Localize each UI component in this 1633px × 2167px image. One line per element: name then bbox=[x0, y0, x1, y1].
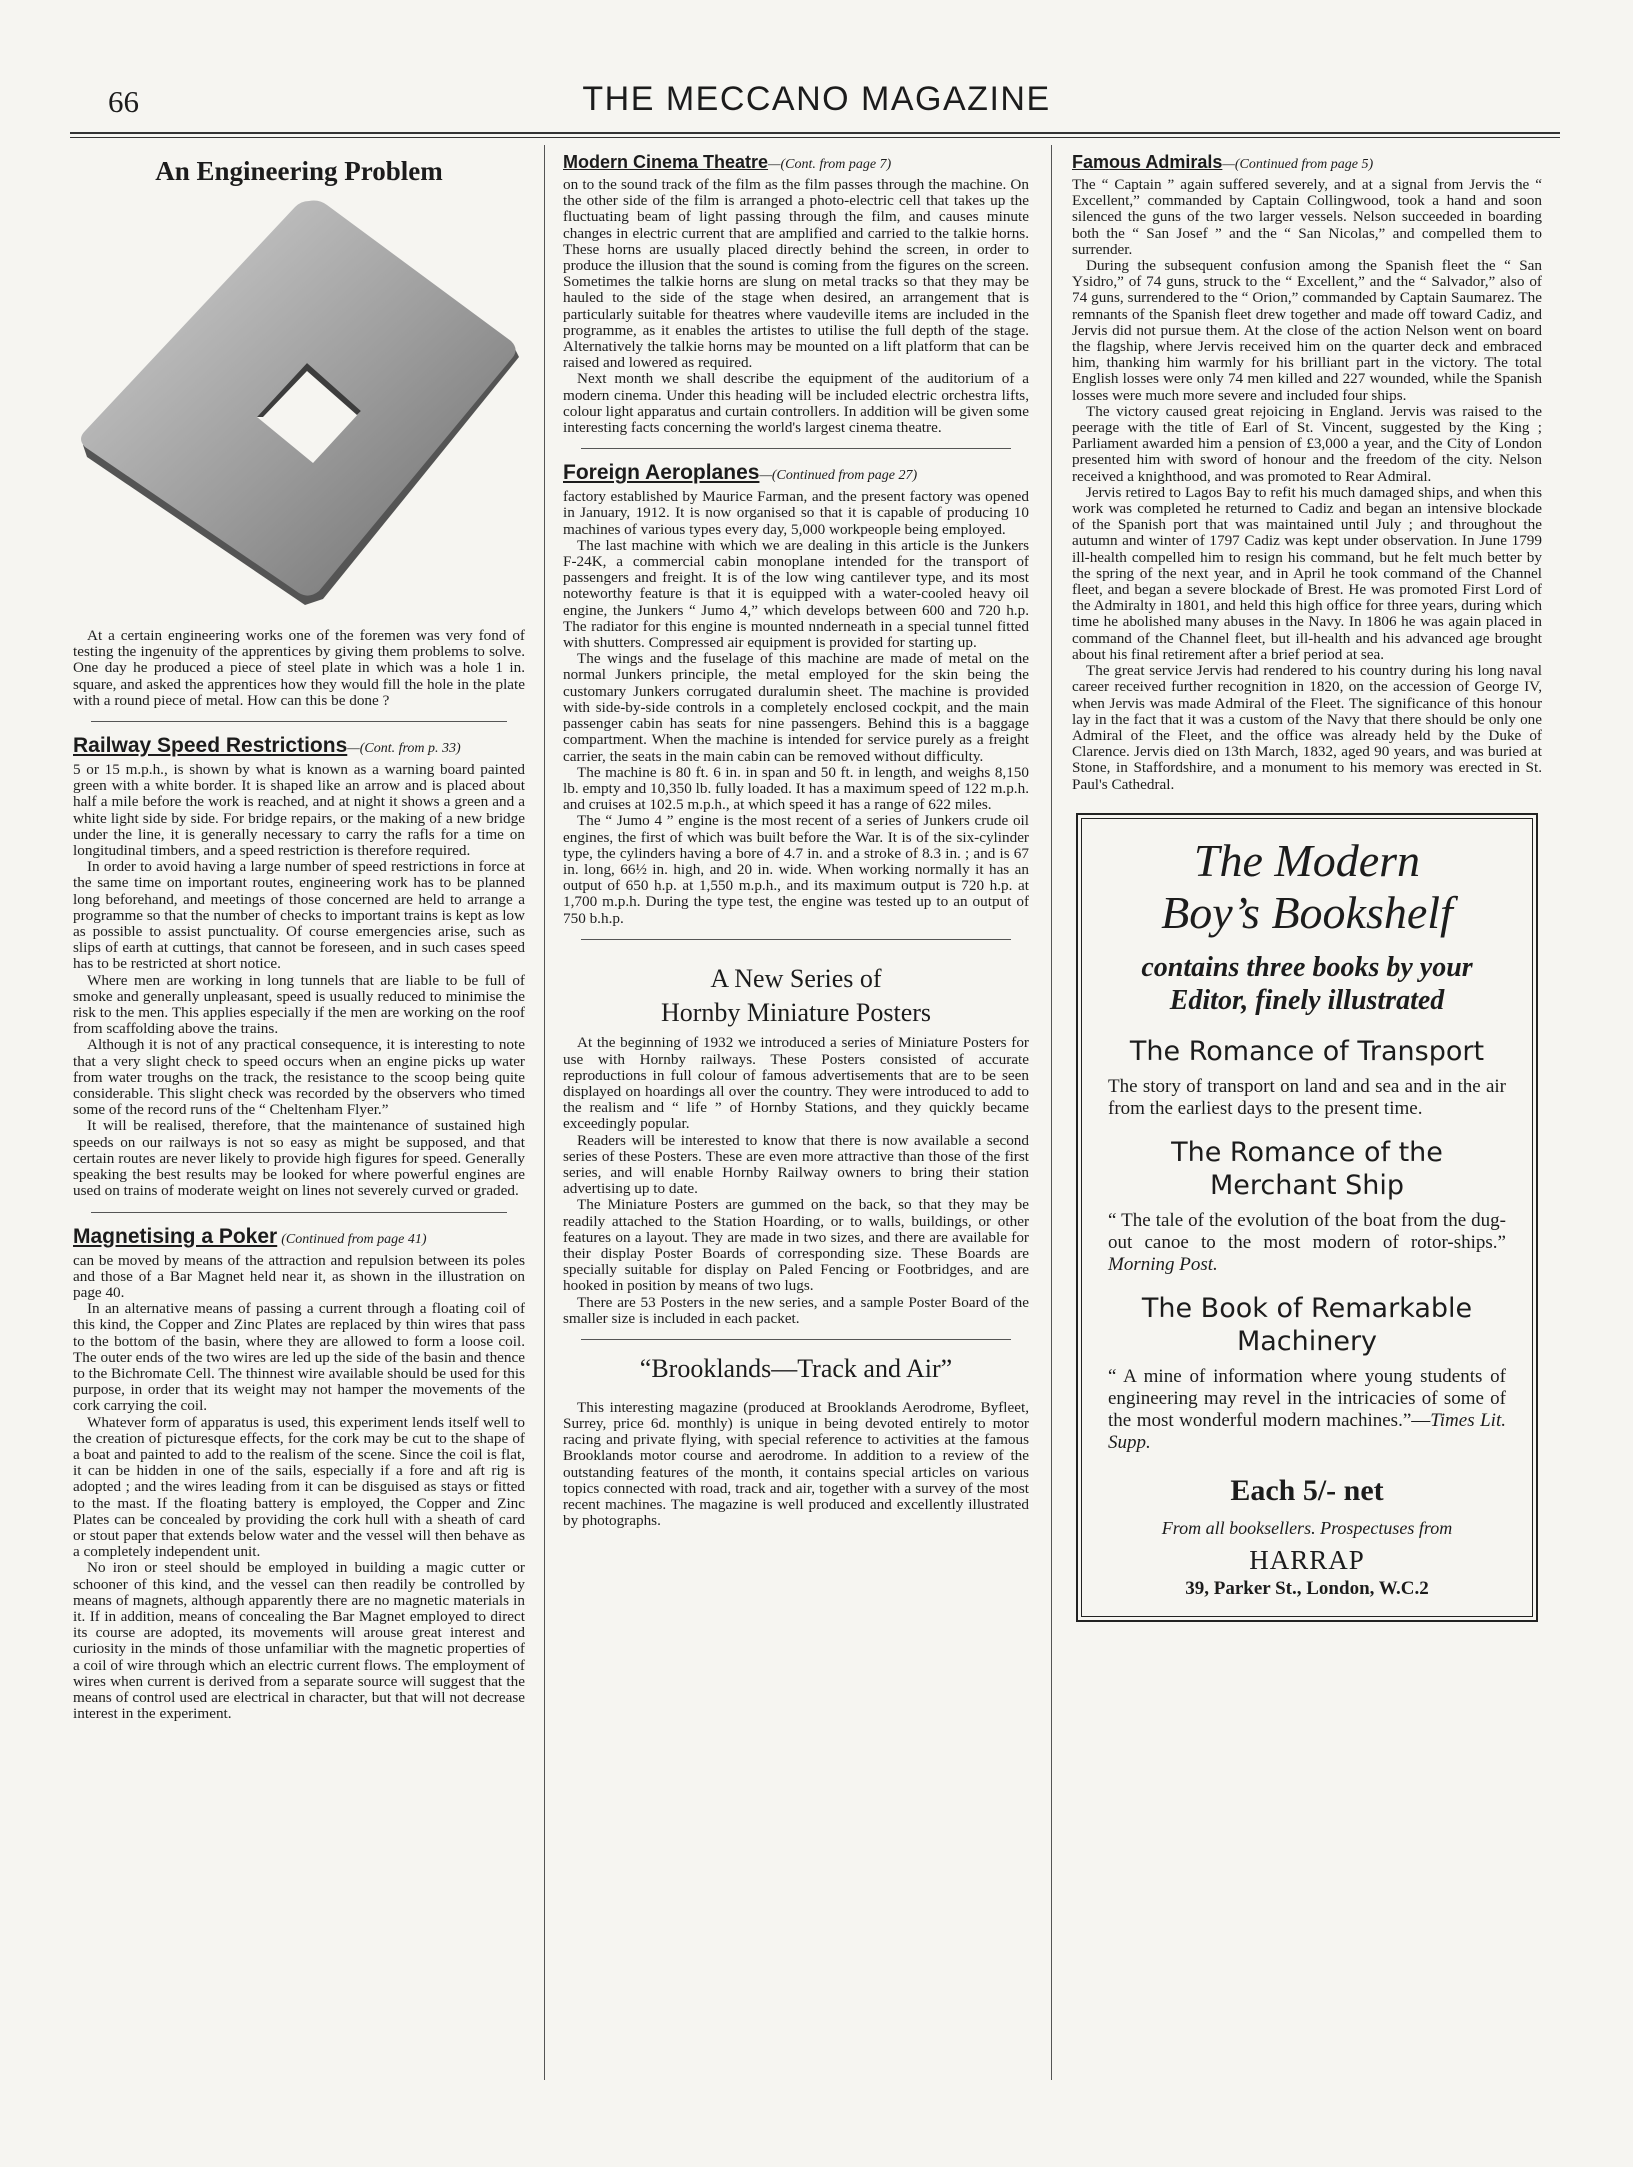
ad-availability: From all booksellers. Prospectuses from bbox=[1161, 1517, 1453, 1538]
bookshelf-advertisement bbox=[1076, 813, 1538, 1622]
article-famous-admirals bbox=[1072, 152, 1542, 793]
title-line: The Modern bbox=[1193, 834, 1421, 886]
article-brooklands bbox=[563, 1352, 1029, 1529]
article-title: Famous Admirals bbox=[1072, 152, 1223, 172]
article-paragraph: No iron or steel should be employed in building a magic cutter or schooner of this kind, and the vessel can then readily be controlled by means of magnets, although apparently there are no magnetic materials in it. If in addition, means of concealing the Bar Magnet employed to direct its course are adopted, its movements will arouse great interest and curiosity in the minds of those unfamiliar with the magnetic properties of a coil of wire through which an electric current flows. The employment of wires when current is derived from a separate source will suggest that the means of control used are electrical in character, but that will not decrease interest in the experiment. bbox=[73, 1559, 525, 1723]
article-paragraph: It will be realised, therefore, that the maintenance of sustained high speeds on our railways is not so easy as might be supposed, and that certain routes are never likely to provide high figures for speed. Generally speaking the best results may be looked for where powerful engines are used on trains of moderate weight on lines not severely curved or graded. bbox=[73, 1117, 525, 1200]
book-description bbox=[1108, 1210, 1506, 1276]
book-description: The story of transport on land and sea and in the air from the earliest days to the present time. bbox=[1108, 1075, 1506, 1119]
column-left bbox=[73, 150, 525, 2080]
article-paragraph: The “ Captain ” again suffered severely, and at a signal from Jervis the “ Excellent,” commanded by Captain Collingwood, took a hand and soon silenced the guns of the two larger vessels. Nelson succeeded in boarding both the “ San Josef ” and the “ San Nicolas,” and compelled them to surrender. bbox=[1072, 176, 1542, 258]
article-railway-speed bbox=[73, 734, 525, 1199]
article-paragraph: The “ Jumo 4 ” engine is the most recent of a series of Junkers crude oil engines, the first of which was built before the War. It is of the six-cylinder type, the cylinders having a bore of 4.7 in. and a stroke of 8.3 in. ; and is 67 in. long, 66½ in. high, and 20 in. wide. When working normally it has an output of 650 h.p. at 1,550 m.p.h., and its maximum output is 720 h.p. at 1,700 m.p.h. During the type test, the engine was tested up to an output of 750 b.h.p. bbox=[563, 812, 1029, 927]
article-paragraph: The victory caused great rejoicing in England. Jervis was raised to the peerage with the title of Earl of St. Vincent, suggested by the King ; Parliament awarded him a pension of £3,000 a year, and the City of London presented him with sword of honour and the freedom of the city. Nelson received a knighthood, and was promoted to Rear Admiral. bbox=[1072, 402, 1542, 485]
article-paragraph: In order to avoid having a large number of speed restrictions in force at the same time on important routes, engineering work has to be planned long beforehand, and meetings of those concerned are held to arrange a programme so that the number of checks to important trains is kept as low as possible to assist punctuality. Of course emergencies arise, such as slips of earth at cuttings, that cannot be foreseen, and in such cases speed has to be restricted at short notice. bbox=[73, 858, 525, 973]
article-paragraph: 5 or 15 m.p.h., is shown by what is known as a warning board painted green with a white border. It is shaped like an arrow and is placed about half a mile before the work is reached, and at night it shows a green and a white light side by side. For bridge repairs, or the making of a new bridge under the line, it is generally necessary to carry the rafls for a time on longitudinal timbers, and a speed restriction is therefore required. bbox=[73, 761, 525, 860]
article-paragraph: on to the sound track of the film as the film passes through the machine. On the other side of the film is arranged a photo-electric cell that takes up the fluctuating beam of light passing through the film, and causes minute changes in electric current that are amplified and carried to the talkie horns. These horns are usually placed directly behind the screen, in order to produce the illusion that the sound is coming from the figures on the screen. Sometimes the talkie horns are slung on metal tracks so that they may be hauled to the side of the stage when desired, an arrangement that is particularly suitable for theatres where vaudeville items are included in the programme, as it enables the artistes to utilise the full depth of the stage. Alternatively the talkie horns may be mounted on a lift platform that can be raised and lowered as required. bbox=[563, 176, 1029, 372]
ad-publisher: HARRAP bbox=[1249, 1544, 1365, 1575]
article-paragraph: This interesting magazine (produced at Brooklands Aerodrome, Byfleet, Surrey, price 6d. monthly) is unique in being devoted entirely to motor racing and private flying, with special reference to activities at the famous Brooklands motor course and aerodrome. In addition to a review of the outstanding features of the month, it contains special articles on various topics connected with road, track and air, together with a survey of the most recent machines. The magazine is well produced and excellently illustrated by photographs. bbox=[563, 1398, 1029, 1530]
section-divider bbox=[581, 448, 1011, 449]
article-paragraph: The machine is 80 ft. 6 in. in span and 50 ft. in length, and weighs 8,150 lb. empty and 10,350 lb. fully loaded. It has a maximum speed of 122 m.p.h. and cruises at 102.5 m.p.h., at which speed it has a range of 622 miles. bbox=[563, 763, 1029, 814]
article-paragraph: The great service Jervis had rendered to his country during his long naval career received further recognition in 1820, on the accession of George IV, when Jervis was made Admiral of the Fleet. The significance of this honour lay in the fact that it was a custom of the Navy that there should be only one Admiral of the Fleet, and the office was already held by the Duke of Clarence. Jervis died on 13th March, 1832, aged 90 years, and was buried at Stone, in Staffordshire, and a monument to his memory was erected in St. Paul's Cathedral. bbox=[1072, 662, 1542, 793]
article-heading bbox=[73, 1225, 525, 1249]
article-title: An Engineering Problem bbox=[155, 156, 443, 186]
quote-source: Morning Post. bbox=[1108, 1253, 1218, 1275]
article-heading bbox=[73, 734, 525, 758]
column-right bbox=[1072, 150, 1542, 2080]
article-paragraph: The wings and the fuselage of this machine are made of metal on the normal Junkers principle, the metal employed for the skin being the customary Junkers corrugated duralumin sheet. The machine is provided with side-by-side controls in a completely enclosed cockpit, and the main passenger cabin has seats for nine passengers. Behind this is a baggage compartment. When the machine is intended for service purely as a freight carrier, the seats in the main cabin can be removed without difficulty. bbox=[563, 650, 1029, 765]
article-magnetising-poker bbox=[73, 1225, 525, 1723]
continuation-note: —(Cont. from p. 33) bbox=[347, 741, 461, 757]
header-rule bbox=[70, 132, 1560, 134]
article-foreign-aeroplanes bbox=[563, 461, 1029, 926]
book-quote: “ The tale of the evolution of the boat from the dug-out canoe to the most modern of rotor-ships.” bbox=[1108, 1209, 1506, 1253]
article-paragraph: Where men are working in long tunnels that are liable to be full of smoke and generally unpleasant, speed is usually reduced to minimise the risk to the men. This applies especially if the men are working on the roof from scaffolding above the trains. bbox=[73, 971, 525, 1038]
title-line: Hornby Miniature Posters bbox=[660, 997, 932, 1027]
article-paragraph: At the beginning of 1932 we introduced a series of Miniature Posters for use with Hornby railways. These Posters consisted of accurate reproductions in full colour of famous advertisements that are to be seen displayed on hoardings all over the country. They were introduced to add to the realism and “ life ” of Hornby Stations, and they quickly became exceedingly popular. bbox=[563, 1034, 1029, 1133]
article-paragraph: factory established by Maurice Farman, and the present factory was opened in January, 1912. It is now organised so that it is capable of producing 10 machines of various types every day, 5,000 workpeople being employed. bbox=[563, 488, 1029, 538]
ad-subtitle: contains three books by your Editor, finely illustrated bbox=[1141, 951, 1473, 1016]
article-paragraph: Readers will be interested to know that there is now available a second series of these Posters. These are even more attractive than those of the first series, and will enable Hornby Railway owners to bring their station advertising up to date. bbox=[563, 1131, 1029, 1198]
column-divider bbox=[1051, 145, 1052, 2080]
continuation-note: —(Cont. from page 7) bbox=[768, 157, 892, 172]
article-modern-cinema bbox=[563, 152, 1029, 436]
article-hornby-posters bbox=[563, 962, 1029, 1327]
title-line: A New Series of bbox=[710, 963, 882, 993]
book-quote: “ A mine of information where young students of engineering may revel in the intricacies of some of the most wonderful modern machines.”— bbox=[1108, 1365, 1506, 1431]
article-paragraph: can be moved by means of the attraction and repulsion between its poles and those of a Bar Magnet held near it, as shown in the illustration on page 40. bbox=[73, 1251, 525, 1301]
section-divider bbox=[581, 939, 1011, 940]
steel-plate-illustration bbox=[73, 195, 525, 615]
article-title: Railway Speed Restrictions bbox=[73, 734, 348, 758]
title-line: Boy’s Bookshelf bbox=[1161, 886, 1453, 938]
article-paragraph: In an alternative means of passing a current through a floating coil of this kind, the Copper and Zinc Plates are replaced by thin wires that pass to the bottom of the basin, where they are allowed to form a loose coil. The outer ends of the two wires are led up the side of the basin and thence to the Bichromate Cell. The thinnest wire available should be used for this purpose, in order that its weight may not hamper the movements of the cork carrying the coil. bbox=[73, 1300, 525, 1415]
article-title: “Brooklands—Track and Air” bbox=[639, 1353, 953, 1383]
article-title: Modern Cinema Theatre bbox=[563, 152, 769, 172]
ad-address: 39, Parker St., London, W.C.2 bbox=[1185, 1577, 1429, 1599]
article-paragraph: The last machine with which we are dealing in this article is the Junkers F-24K, a commercial cabin monoplane intended for the transport of passengers and freight. It is of the low wing cantilever type, and its most noteworthy feature is that it is equipped with a water-cooled heavy oil engine, the Junkers “ Jumo 4,” which develops between 600 and 720 h.p. The radiator for this engine is mounted nnderneath in a special tunnel fitted with shutters. Compressed air equipment is provided for starting up. bbox=[563, 536, 1029, 652]
article-title: Magnetising a Poker bbox=[73, 1224, 278, 1248]
continuation-note: —(Continued from page 5) bbox=[1222, 157, 1374, 172]
article-heading bbox=[563, 461, 1029, 485]
article-title: Foreign Aeroplanes bbox=[563, 461, 760, 485]
article-paragraph: Next month we shall describe the equipment of the auditorium of a modern cinema. Under this heading will be included electric orchestra lifts, colour light apparatus and curtain controllers. In addition will be given some interesting facts concerning the world's largest cinema theatre. bbox=[563, 370, 1029, 437]
article-paragraph: The Miniature Posters are gummed on the back, so that they may be readily attached to the Station Hoarding, or to walls, buildings, or other features on a layout. They are made in two sizes, and there are available for their display Poster Boards of corresponding size. These Boards are specially suitable for display on Paled Fencing or Footbridges, and are hooked in position by means of two lugs. bbox=[563, 1196, 1029, 1295]
section-divider bbox=[581, 1339, 1011, 1340]
book-title: The Romance of Transport bbox=[1129, 1035, 1485, 1067]
column-middle bbox=[563, 150, 1029, 2080]
article-title bbox=[563, 962, 1029, 1030]
magazine-title: THE MECCANO MAGAZINE bbox=[582, 80, 1051, 118]
section-divider bbox=[91, 721, 507, 722]
continuation-note: (Continued from page 41) bbox=[281, 1231, 427, 1247]
continuation-note: —(Continued from page 27) bbox=[759, 468, 918, 484]
article-paragraph: During the subsequent confusion among the Spanish fleet the “ San Ysidro,” of 74 guns, struck to the “ Excellent,” and the “ Salvador,” also of 74 guns, surrendered to the “ Orion,” commanded by Captain Saumarez. The remnants of the Spanish fleet drew together and made off toward Cadiz, and Jervis did not pursue them. At the close of the action Nelson went on board the flagship, where Jervis received him on the quarter deck and embraced him, thanking him warmly for his brilliant part in the victory. The total English losses were only 74 men killed and 227 wounded, while the Spanish losses were much more severe and included four ships. bbox=[1072, 257, 1542, 404]
column-divider bbox=[544, 145, 545, 2080]
article-paragraph: At a certain engineering works one of the foremen was very fond of testing the ingenuity of the apprentices by giving them problems to solve. One day he produced a piece of steel plate in which was a hole 1 in. square, and asked the apprentices how they would fill the hole in the plate with a round piece of metal. How can this be done ? bbox=[73, 627, 525, 709]
book-title: The Romance of the Merchant Ship bbox=[1171, 1136, 1443, 1201]
article-paragraph: There are 53 Posters in the new series, and a sample Poster Board of the smaller size is included in each packet. bbox=[563, 1293, 1029, 1327]
page-number: 66 bbox=[108, 84, 139, 119]
article-paragraph: Although it is not of any practical consequence, it is interesting to note that a very slight check to speed occurs when an engine picks up water from water troughs on the track, the resistance to the scoop being quite considerable. This slight check was recorded by the observers who timed some of the record runs of the “ Cheltenham Flyer.” bbox=[73, 1036, 525, 1119]
header-rule-thin bbox=[70, 137, 1560, 138]
quote-source: Times Lit. Supp. bbox=[1108, 1409, 1506, 1453]
section-divider bbox=[91, 1212, 507, 1213]
ad-price: Each 5/- net bbox=[1230, 1473, 1384, 1507]
article-heading bbox=[563, 152, 1029, 173]
article-heading bbox=[1072, 152, 1542, 173]
book-description bbox=[1108, 1366, 1506, 1454]
advertisement-inner-frame bbox=[1081, 818, 1533, 1617]
article-engineering-problem bbox=[73, 156, 525, 709]
ad-title bbox=[1108, 835, 1506, 939]
book-title: The Book of Remarkable Machinery bbox=[1141, 1292, 1473, 1357]
article-paragraph: Whatever form of apparatus is used, this experiment lends itself well to the creation of picturesque effects, for the cork may be cut to the shape of a boat and painted to add to the realism of the scene. Since the coil is flat, it can be hidden in one of the sails, especially if a fore and aft rig is adopted ; and the wires leading from it can be disguised as stays or fitted to the mast. If the floating battery is employed, the Copper and Zinc Plates can be concealed by providing the cork hull with a sheath of card or stout paper that extends below water and the vessel will then behave as a completely independent unit. bbox=[73, 1413, 525, 1561]
article-paragraph: Jervis retired to Lagos Bay to refit his much damaged ships, and when this work was completed he returned to Cadiz and began an intensive blockade of the Spanish port that was maintained until July ; and throughout the autumn and winter of 1797 Cadiz was kept under observation. In June 1799 ill-health compelled him to resign his command, but he felt much better by the spring of the next year, and in April he took command of the Channel fleet, and began a severe blockade of Brest. He was promoted First Lord of the Admiralty in 1801, and held this high office for three years, during which time he abolished many abuses in the Navy. In 1806 he was again placed in command of the Channel fleet, but ill-health and his advanced age brought about his final retirement after a brief period at sea. bbox=[1072, 483, 1542, 663]
